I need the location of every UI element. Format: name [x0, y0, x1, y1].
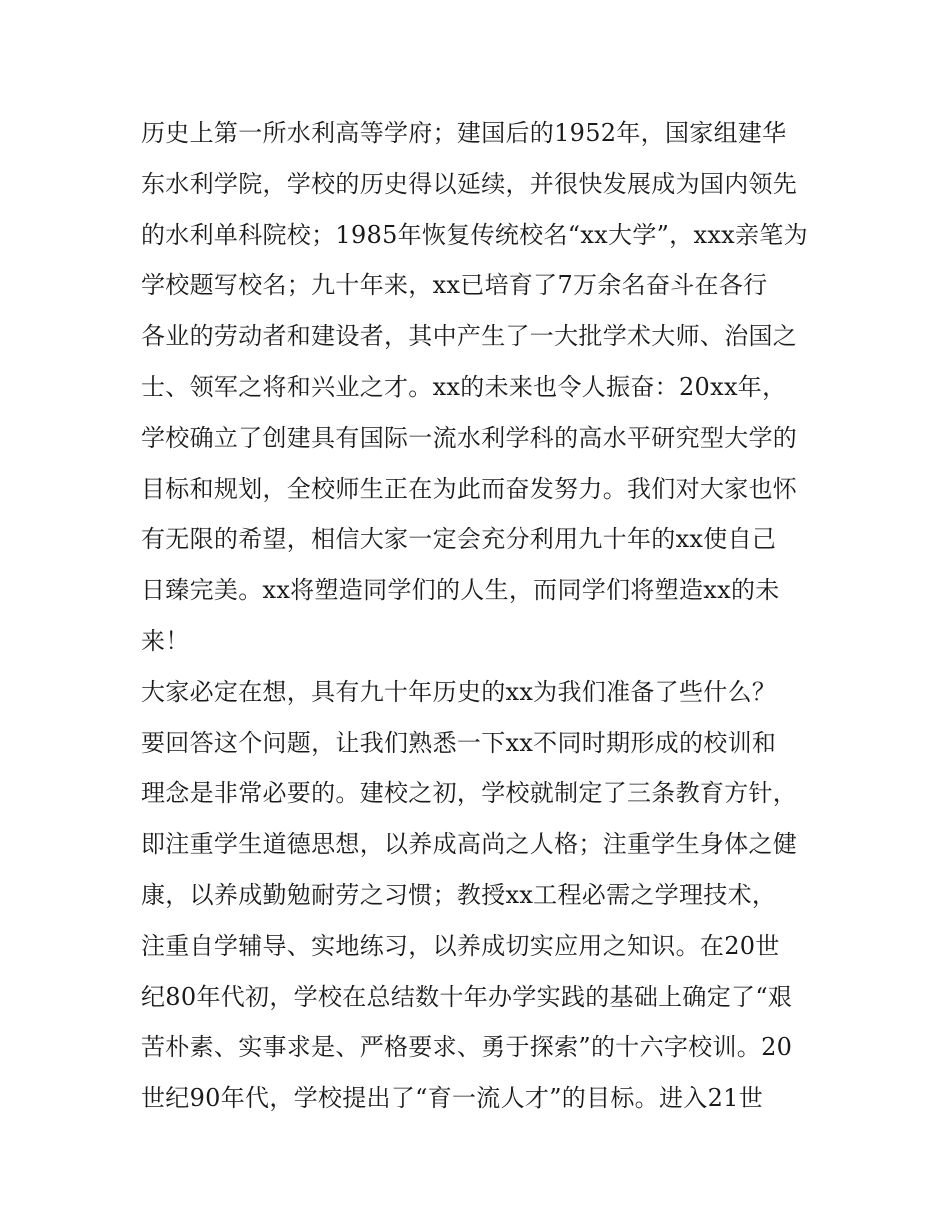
text-line: 东水利学院，学校的历史得以延续，并很快发展成为国内领先	[141, 169, 798, 198]
text-line: 日臻完美。xx将塑造同学们的人生，而同学们将塑造xx的未	[141, 576, 780, 605]
text-line: 士、领军之将和兴业之才。xx的未来也令人振奋：20xx年，	[141, 372, 787, 401]
text-line: 的水利单科院校；1985年恢复传统校名“xx大学”，xxx亲笔为	[141, 220, 808, 249]
text-line: 要回答这个问题，让我们熟悉一下xx不同时期形成的校训和	[141, 728, 777, 757]
text-line: 理念是非常必要的。建校之初，学校就制定了三条教育方针，	[141, 779, 798, 808]
text-line: 各业的劳动者和建设者，其中产生了一大批学术大师、治国之	[141, 322, 798, 351]
text-line: 康，以养成勤勉耐劳之习惯；教授xx工程必需之学理技术，	[141, 880, 777, 909]
text-line: 大家必定在想，具有九十年历史的xx为我们准备了些什么？	[141, 677, 777, 706]
text-line: 学校确立了创建具有国际一流水利学科的高水平研究型大学的	[141, 423, 798, 452]
text-line: 世纪90年代，学校提出了“育一流人才”的目标。进入21世	[141, 1084, 764, 1113]
text-line: 目标和规划，全校师生正在为此而奋发努力。我们对大家也怀	[141, 474, 798, 503]
text-line: 学校题写校名；九十年来，xx已培育了7万余名奋斗在各行	[141, 271, 768, 300]
text-line: 即注重学生道德思想，以养成高尚之人格；注重学生身体之健	[141, 830, 798, 859]
body-text	[141, 108, 831, 1124]
text-line: 纪80年代初，学校在总结数十年办学实践的基础上确定了“艰	[141, 982, 793, 1011]
text-line: 苦朴素、实事求是、严格要求、勇于探索”的十六字校训。20	[141, 1033, 793, 1062]
text-line: 注重自学辅导、实地练习，以养成切实应用之知识。在20世	[141, 931, 780, 960]
text-line: 历史上第一所水利高等学府；建国后的1952年，国家组建华	[141, 119, 787, 147]
text-line: 来！	[141, 626, 190, 655]
text-line: 有无限的希望，相信大家一定会充分利用九十年的xx使自己	[141, 525, 777, 554]
